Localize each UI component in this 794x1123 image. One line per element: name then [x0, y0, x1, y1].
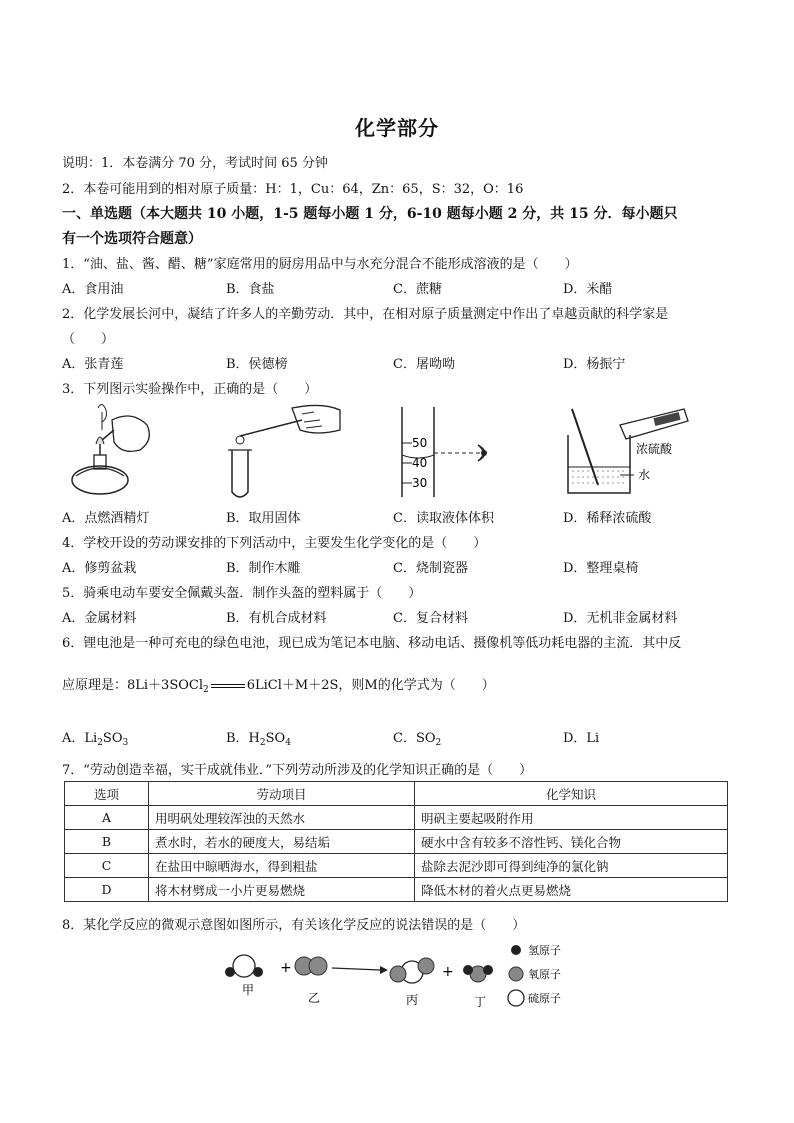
q3-stem: 3．下列图示实验操作中，正确的是（ ） — [62, 382, 318, 397]
table-row — [65, 806, 728, 830]
q6-equation — [62, 674, 495, 695]
page-title: 化学部分 — [355, 116, 439, 140]
q2-stem: 2．化学发展长河中，凝结了许多人的辛勤劳动．其中，在相对原子质量测定中作出了卓越贡献的科学家是 — [62, 307, 669, 322]
q5-stem: 5．骑乘电动车要安全佩戴头盔．制作头盔的塑料属于（ ） — [62, 586, 422, 601]
q4-option-a: A．修剪盆栽 — [62, 561, 137, 576]
q1-option-b: B．食盐 — [226, 282, 275, 297]
figure-reaction-diagram — [220, 936, 580, 1016]
legend-oxygen: 氧原子 — [528, 968, 561, 981]
q6-option-c-sub: 2 — [435, 738, 442, 748]
plus-1: + — [280, 960, 292, 976]
q4-stem: 4．学校开设的劳动课安排的下列活动中，主要发生化学变化的是（ ） — [62, 536, 487, 551]
figure-dilute-acid — [564, 405, 694, 503]
q1-option-a: A．食用油 — [62, 282, 124, 297]
legend-hydrogen: 氢原子 — [528, 944, 561, 957]
label-yi: 乙 — [308, 991, 321, 1005]
plus-2: + — [442, 964, 454, 980]
figure-graduated-cylinder — [398, 405, 508, 500]
q6-option-a-sub1: 2 — [97, 738, 103, 748]
table-cell: 将木材劈成一小片更易燃烧 — [149, 878, 415, 902]
q6-option-a-mid: SO — [102, 731, 123, 746]
q5-option-d: D．无机非金属材料 — [563, 611, 678, 626]
q6-eq-sub: 2 — [203, 685, 209, 695]
table-cell: C — [65, 854, 149, 878]
table-cell: A — [65, 806, 149, 830]
q6-option-d: D．Li — [563, 731, 600, 746]
q6-option-b-sub2: 4 — [285, 738, 291, 748]
q1-stem: 1．“油、盐、酱、醋、糖”家庭常用的厨房用品中与水充分混合不能形成溶液的是（ ） — [62, 257, 578, 272]
q7-table — [64, 781, 728, 902]
q3-option-d: D．稀释浓硫酸 — [563, 511, 652, 526]
q5-option-c: C．复合材料 — [393, 611, 468, 626]
q1-option-d: D．米醋 — [563, 282, 613, 297]
table-cell: 降低木材的着火点更易燃烧 — [415, 878, 728, 902]
q3-option-a: A．点燃酒精灯 — [62, 511, 150, 526]
scale-label-40: 40 — [412, 456, 428, 470]
q4-option-b: B．制作木雕 — [226, 561, 301, 576]
figure-solid-taking — [222, 402, 342, 502]
q2-option-d: D．杨振宁 — [563, 357, 626, 372]
table-row — [65, 830, 728, 854]
table-row — [65, 854, 728, 878]
q2-stem-2: （ ） — [62, 332, 115, 347]
note-2: 2．本卷可能用到的相对原子质量：H：1，Cu：64，Zn：65，S：32，O：16 — [62, 182, 524, 197]
q1-option-c: C．蔗糖 — [393, 282, 442, 297]
table-header-labor: 劳动项目 — [149, 782, 415, 806]
scale-label-50: 50 — [412, 436, 428, 450]
table-cell: 煮水时，若水的硬度大，易结垢 — [149, 830, 415, 854]
q2-option-c: C．屠呦呦 — [393, 357, 455, 372]
table-cell: B — [65, 830, 149, 854]
table-cell: 用明矾处理较浑浊的天然水 — [149, 806, 415, 830]
q6-option-c-text: C．SO — [393, 731, 436, 746]
q3-option-c: C．读取液体体积 — [393, 511, 494, 526]
q3-option-b: B．取用固体 — [226, 511, 301, 526]
q2-option-b: B．侯德榜 — [226, 357, 288, 372]
section-heading-1: 一、单选题（本大题共 10 小题，1-5 题每小题 1 分，6-10 题每小题 2 分，共 15 分．每小题只 — [62, 206, 678, 222]
scale-label-30: 30 — [412, 476, 428, 490]
q4-option-c: C．烧制瓷器 — [393, 561, 468, 576]
figure-alcohol-lamp — [62, 400, 162, 500]
q6-eq-mid: 6LiCl＋M＋2S，则M的化学式为（ ） — [246, 678, 495, 693]
q6-eq-prefix: 应原理是：8Li＋3SOCl — [62, 678, 204, 693]
q6-option-a-text: A．Li — [62, 731, 98, 746]
q6-stem: 6．锂电池是一种可充电的绿色电池，现已成为笔记本电脑、移动电话、摄像机等低功耗电器的主流．其中反 — [62, 636, 682, 651]
label-jia: 甲 — [242, 983, 255, 997]
label-conc-acid: 浓硫酸 — [636, 442, 673, 456]
q6-option-b-sub1: 2 — [259, 738, 266, 748]
q6-option-a-sub2: 3 — [122, 738, 129, 748]
q6-option-a — [62, 727, 128, 748]
equals-sign-icon — [211, 682, 245, 690]
q4-option-d: D．整理桌椅 — [563, 561, 639, 576]
section-heading-2: 有一个选项符合题意） — [62, 231, 202, 247]
q6-option-c — [393, 727, 441, 748]
q7-stem: 7．“劳动创造幸福，实干成就伟业．”下列劳动所涉及的化学知识正确的是（ ） — [62, 763, 533, 778]
q5-option-a: A．金属材料 — [62, 611, 137, 626]
note-1: 说明：1．本卷满分 70 分，考试时间 65 分钟 — [62, 156, 328, 171]
q6-option-b — [226, 727, 291, 748]
table-header-row — [65, 782, 728, 806]
table-header-option: 选项 — [65, 782, 149, 806]
q5-option-b: B．有机合成材料 — [226, 611, 327, 626]
label-ding: 丁 — [474, 995, 487, 1009]
table-header-knowledge: 化学知识 — [415, 782, 728, 806]
q2-option-a: A．张青莲 — [62, 357, 124, 372]
table-cell: 硬水中含有较多不溶性钙、镁化合物 — [415, 830, 728, 854]
table-cell: 明矾主要起吸附作用 — [415, 806, 728, 830]
table-cell: 在盐田中晾晒海水，得到粗盐 — [149, 854, 415, 878]
q8-stem: 8．某化学反应的微观示意图如图所示，有关该化学反应的说法错误的是（ ） — [62, 918, 526, 933]
table-cell: 盐除去泥沙即可得到纯净的氯化钠 — [415, 854, 728, 878]
label-bing: 丙 — [406, 993, 419, 1007]
label-water: 水 — [638, 468, 651, 482]
table-cell: D — [65, 878, 149, 902]
q6-option-b-text: B．H — [226, 731, 260, 746]
q6-option-b-mid: SO — [265, 731, 286, 746]
table-row — [65, 878, 728, 902]
legend-sulfur: 硫原子 — [528, 992, 561, 1005]
